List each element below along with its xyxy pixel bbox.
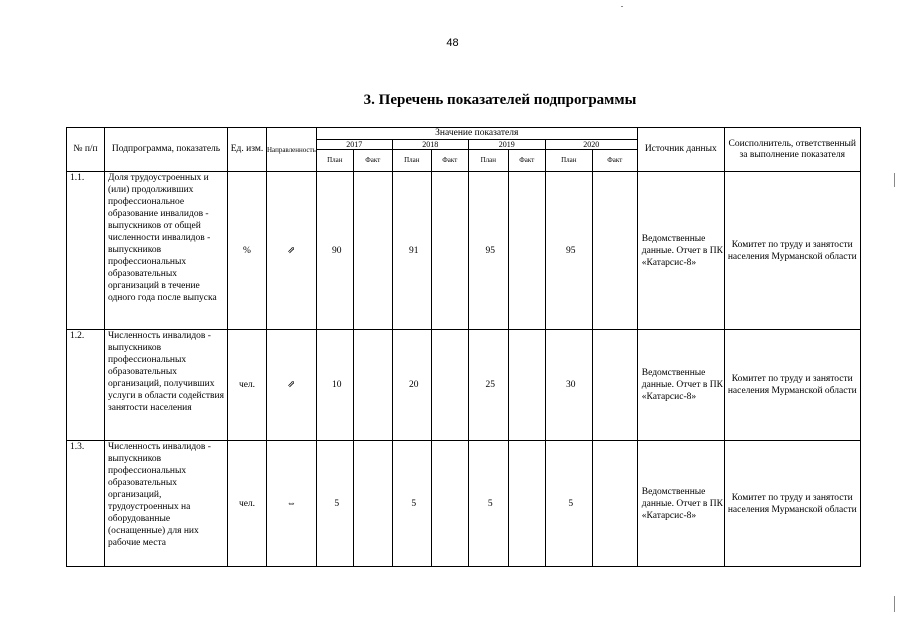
row-num: 1.2. <box>67 330 105 441</box>
fact-value <box>353 441 392 567</box>
fact-value <box>592 172 637 330</box>
header-year: 2018 <box>392 140 468 150</box>
row-unit: % <box>228 172 267 330</box>
plan-value: 5 <box>316 441 353 567</box>
plan-value: 20 <box>392 330 431 441</box>
fact-value <box>508 330 545 441</box>
indicators-table <box>66 127 861 567</box>
row-source: Ведомственные данные. Отчет в ПК «Катарсис-8» <box>637 441 724 567</box>
plan-value: 5 <box>392 441 431 567</box>
fact-value <box>592 330 637 441</box>
header-plan: План <box>468 150 508 172</box>
fact-value <box>353 172 392 330</box>
row-indicator: Доля трудоустроенных и (или) продолживших профессиональное образование инвалидов - выпускников от общей численности инвалидов - выпускников профессиональных образовательных организаций в течение одного года после выпуска <box>105 172 228 330</box>
table-row <box>67 172 861 330</box>
header-fact: Факт <box>592 150 637 172</box>
scan-mark <box>894 173 895 187</box>
header-unit: Ед. изм. <box>228 128 267 172</box>
plan-value: 25 <box>468 330 508 441</box>
scan-mark <box>621 6 623 7</box>
row-indicator: Численность инвалидов - выпускников профессиональных образовательных организаций, трудоустроенных на оборудованные (оснащенные) для них рабочие места <box>105 441 228 567</box>
fact-value <box>431 172 468 330</box>
header-fact: Факт <box>353 150 392 172</box>
row-responsible: Комитет по труду и занятости населения Мурманской области <box>724 172 860 330</box>
plan-value: 5 <box>468 441 508 567</box>
row-unit: чел. <box>228 330 267 441</box>
section-title: 3. Перечень показателей подпрограммы <box>363 92 637 108</box>
row-indicator: Численность инвалидов - выпускников профессиональных образовательных организаций, получивших услуги в области содействия занятости населения <box>105 330 228 441</box>
page-number: 48 <box>446 37 459 49</box>
fact-value <box>508 441 545 567</box>
header-plan: План <box>392 150 431 172</box>
fact-value <box>431 441 468 567</box>
plan-value: 95 <box>545 172 592 330</box>
plan-value: 90 <box>316 172 353 330</box>
plan-value: 5 <box>545 441 592 567</box>
fact-value <box>508 172 545 330</box>
plan-value: 91 <box>392 172 431 330</box>
direction-icon: ⇗ <box>267 172 317 330</box>
plan-value: 95 <box>468 172 508 330</box>
fact-value <box>592 441 637 567</box>
row-responsible: Комитет по труду и занятости населения Мурманской области <box>724 330 860 441</box>
row-num: 1.3. <box>67 441 105 567</box>
plan-value: 10 <box>316 330 353 441</box>
row-source: Ведомственные данные. Отчет в ПК «Катарсис-8» <box>637 330 724 441</box>
header-plan: План <box>545 150 592 172</box>
header-year: 2017 <box>316 140 392 150</box>
header-fact: Факт <box>431 150 468 172</box>
header-fact: Факт <box>508 150 545 172</box>
row-num: 1.1. <box>67 172 105 330</box>
fact-value <box>353 330 392 441</box>
row-source: Ведомственные данные. Отчет в ПК «Катарсис-8» <box>637 172 724 330</box>
header-responsible: Соисполнитель, ответственный за выполнение показателя <box>724 128 860 172</box>
plan-value: 30 <box>545 330 592 441</box>
scan-mark <box>894 596 895 612</box>
row-responsible: Комитет по труду и занятости населения Мурманской области <box>724 441 860 567</box>
header-indicator: Подпрограмма, показатель <box>105 128 228 172</box>
header-year: 2020 <box>545 140 637 150</box>
header-year: 2019 <box>468 140 545 150</box>
header-value-group: Значение показателя <box>316 128 637 140</box>
header-num: № п/п <box>67 128 105 172</box>
header-plan: План <box>316 150 353 172</box>
table-row <box>67 441 861 567</box>
fact-value <box>431 330 468 441</box>
row-unit: чел. <box>228 441 267 567</box>
direction-icon: ⇗ <box>267 330 317 441</box>
header-source: Источник данных <box>637 128 724 172</box>
direction-icon: ⇔ <box>267 441 317 567</box>
table-row <box>67 330 861 441</box>
header-direction: Направленность <box>267 128 317 172</box>
